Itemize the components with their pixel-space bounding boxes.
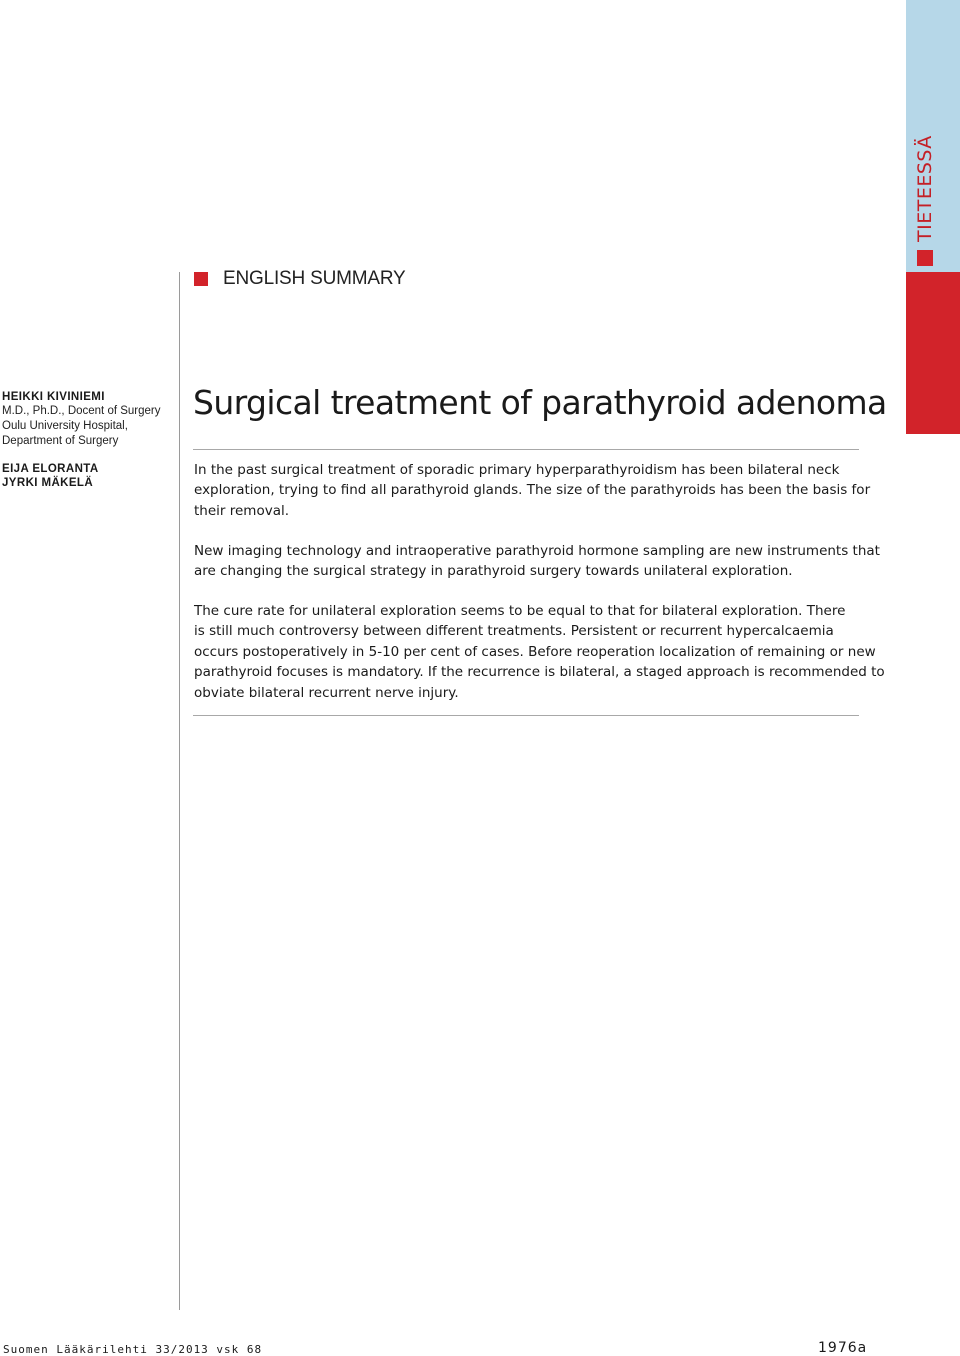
paragraph-line: In the past surgical treatment of sporadic primary hyperparathyroidism has been bilateral neck [194, 462, 840, 478]
section-square-icon [194, 272, 208, 286]
author-affiliation-line: Oulu University Hospital, [2, 420, 128, 432]
edge-tab-label: TIETEESSÄ [914, 135, 936, 242]
paragraph-line: exploration, trying to find all parathyroid glands. The size of the parathyroids has been the basis for [194, 482, 871, 499]
section-header [194, 268, 405, 290]
abstract-paragraph-2 [194, 541, 880, 582]
author-affiliation-line: Department of Surgery [2, 435, 119, 447]
paragraph-line: The cure rate for unilateral exploration seems to be equal to that for bilateral exploration. There [194, 603, 846, 619]
title-divider [193, 449, 859, 450]
section-label: ENGLISH SUMMARY [223, 268, 406, 289]
paragraph-line: occurs postoperatively in 5-10 per cent of cases. Before reoperation localization of remaining or new [194, 643, 876, 660]
paragraph-line: their removal. [194, 502, 290, 519]
paragraph-line: are changing the surgical strategy in parathyroid surgery towards unilateral exploration. [194, 563, 793, 580]
primary-author-name: HEIKKI KIVINIEMI [2, 391, 105, 403]
paragraph-line: New imaging technology and intraoperative parathyroid hormone sampling are new instruments that [194, 543, 880, 559]
abstract-paragraph-1 [194, 460, 871, 521]
column-divider [179, 272, 180, 1310]
paragraph-line: parathyroid focuses is mandatory. If the recurrence is bilateral, a staged approach is recommended to [194, 664, 885, 681]
journal-citation: Suomen Lääkärilehti 33/2013 vsk 68 [3, 1343, 263, 1356]
abstract-paragraph-3 [194, 601, 885, 703]
coauthor-name: JYRKI MÄKELÄ [2, 477, 94, 489]
edge-tab-label-group [908, 135, 938, 406]
paragraph-line: is still much controversy between different treatments. Persistent or recurrent hypercalcaemia [194, 623, 834, 640]
article-title: Surgical treatment of parathyroid adenoma [193, 383, 887, 422]
edge-tab-square-icon [917, 250, 933, 266]
paragraph-line: obviate bilateral recurrent nerve injury. [194, 684, 459, 701]
abstract-end-divider [193, 715, 859, 716]
page-number: 1976a [818, 1340, 868, 1356]
coauthor-name: EIJA ELORANTA [2, 463, 99, 475]
author-block [2, 390, 172, 490]
author-affiliation-line: M.D., Ph.D., Docent of Surgery [2, 405, 161, 417]
